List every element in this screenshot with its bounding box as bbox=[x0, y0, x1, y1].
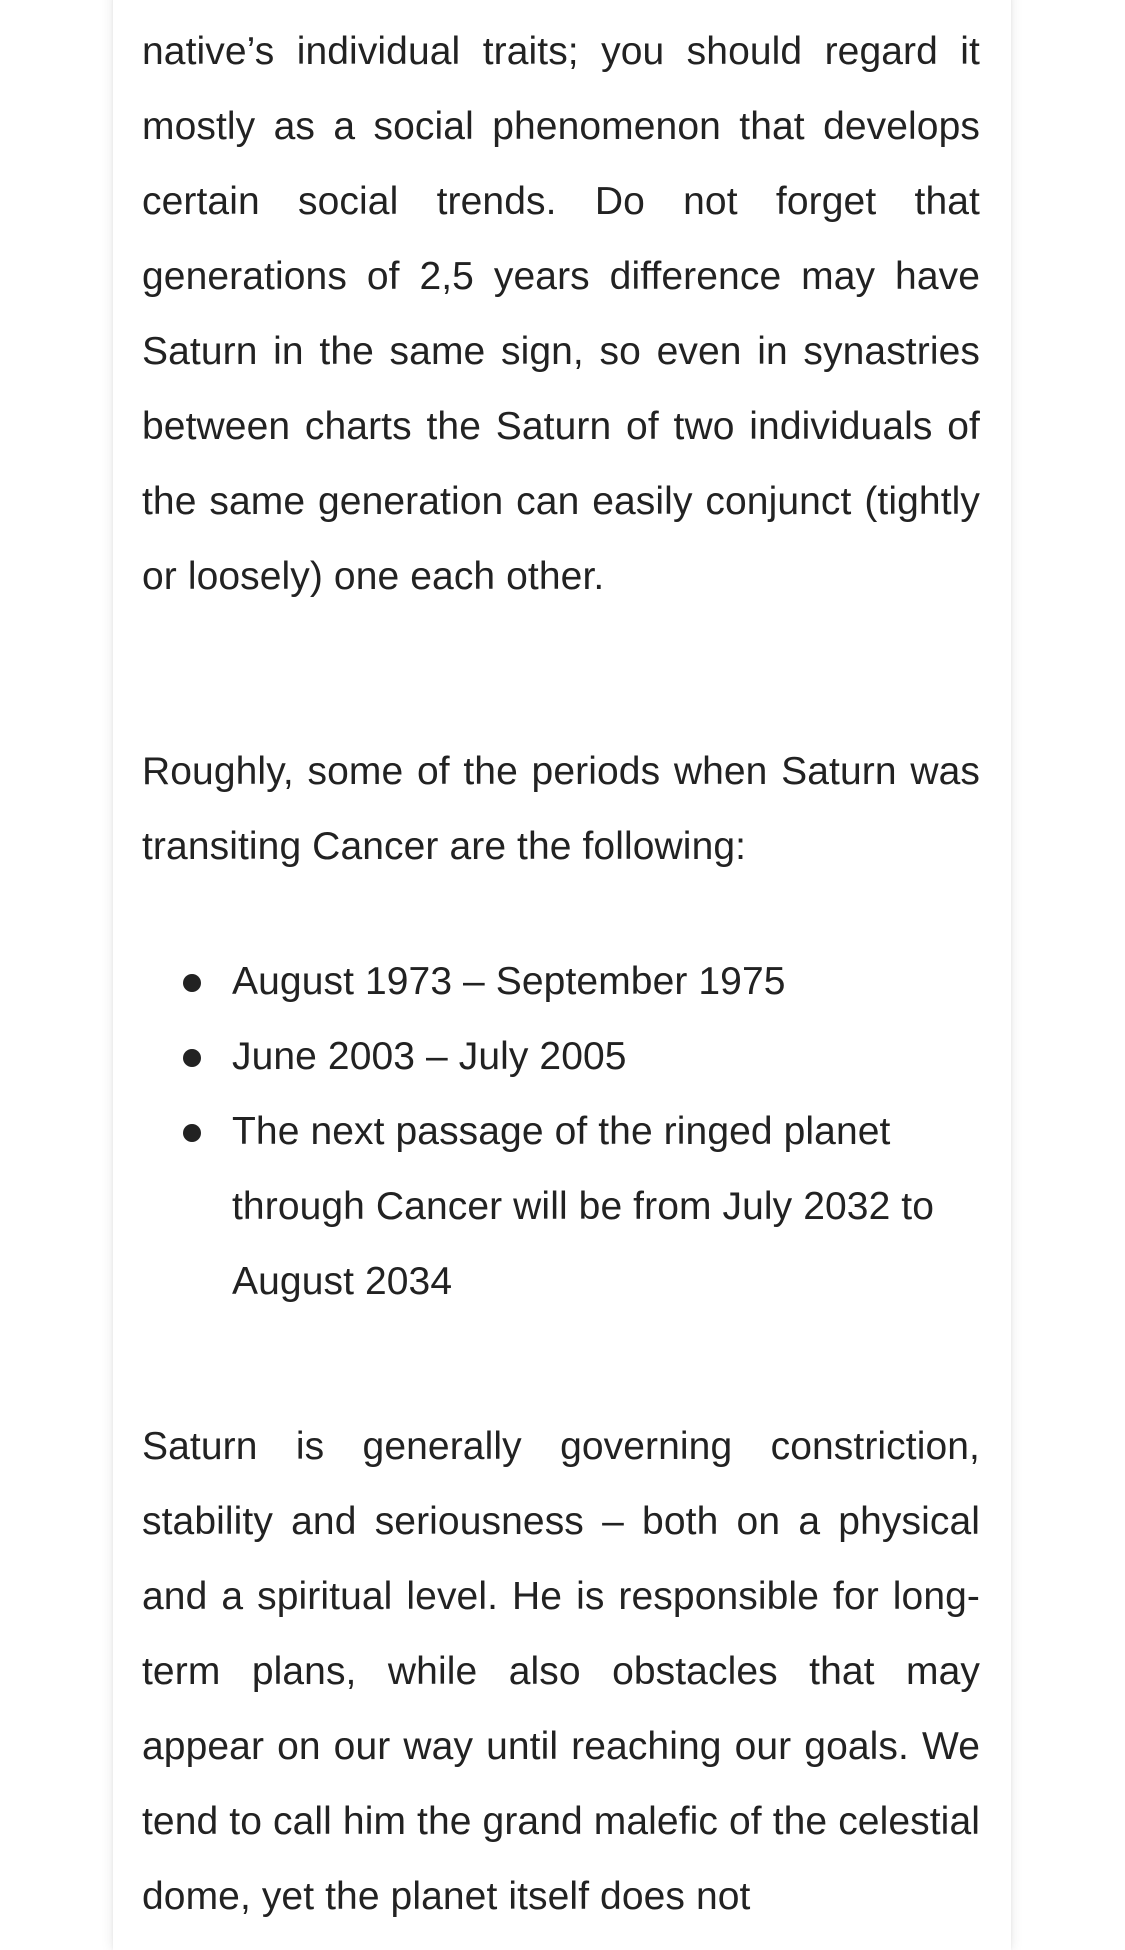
article-paragraph: Roughly, some of the periods when Saturn was transiting Cancer are the following: bbox=[142, 750, 980, 868]
bullet-icon bbox=[183, 1124, 201, 1142]
article-body bbox=[142, 14, 980, 1934]
bullet-icon bbox=[183, 974, 201, 992]
list-item bbox=[142, 1019, 980, 1094]
saturn-cancer-periods-list bbox=[142, 944, 980, 1319]
list-item-text: The next passage of the ringed planet through Cancer will be from July 2032 to August 2034 bbox=[232, 1110, 935, 1303]
list-item bbox=[142, 1094, 980, 1319]
article-paragraph: Saturn is generally governing constriction, stability and seriousness – both on a physical and a spiritual level. He is responsible for long-term plans, while also obstacles that may appear on our way until reaching our goals. We tend to call him the grand malefic of the celestial dome, yet the planet itself does not bbox=[142, 1425, 980, 1918]
list-item-text: August 1973 – September 1975 bbox=[232, 960, 786, 1003]
article-paragraph: native’s individual traits; you should regard it mostly as a social phenomenon that develops certain social trends. Do not forget that generations of 2,5 years difference may have Saturn in the same sign, so even in synastries between charts the Saturn of two individuals of the same generation can easily conjunct (tightly or loosely) one each other. bbox=[142, 30, 980, 598]
list-item-text: June 2003 – July 2005 bbox=[232, 1035, 627, 1078]
list-item bbox=[142, 944, 980, 1019]
bullet-icon bbox=[183, 1049, 201, 1067]
